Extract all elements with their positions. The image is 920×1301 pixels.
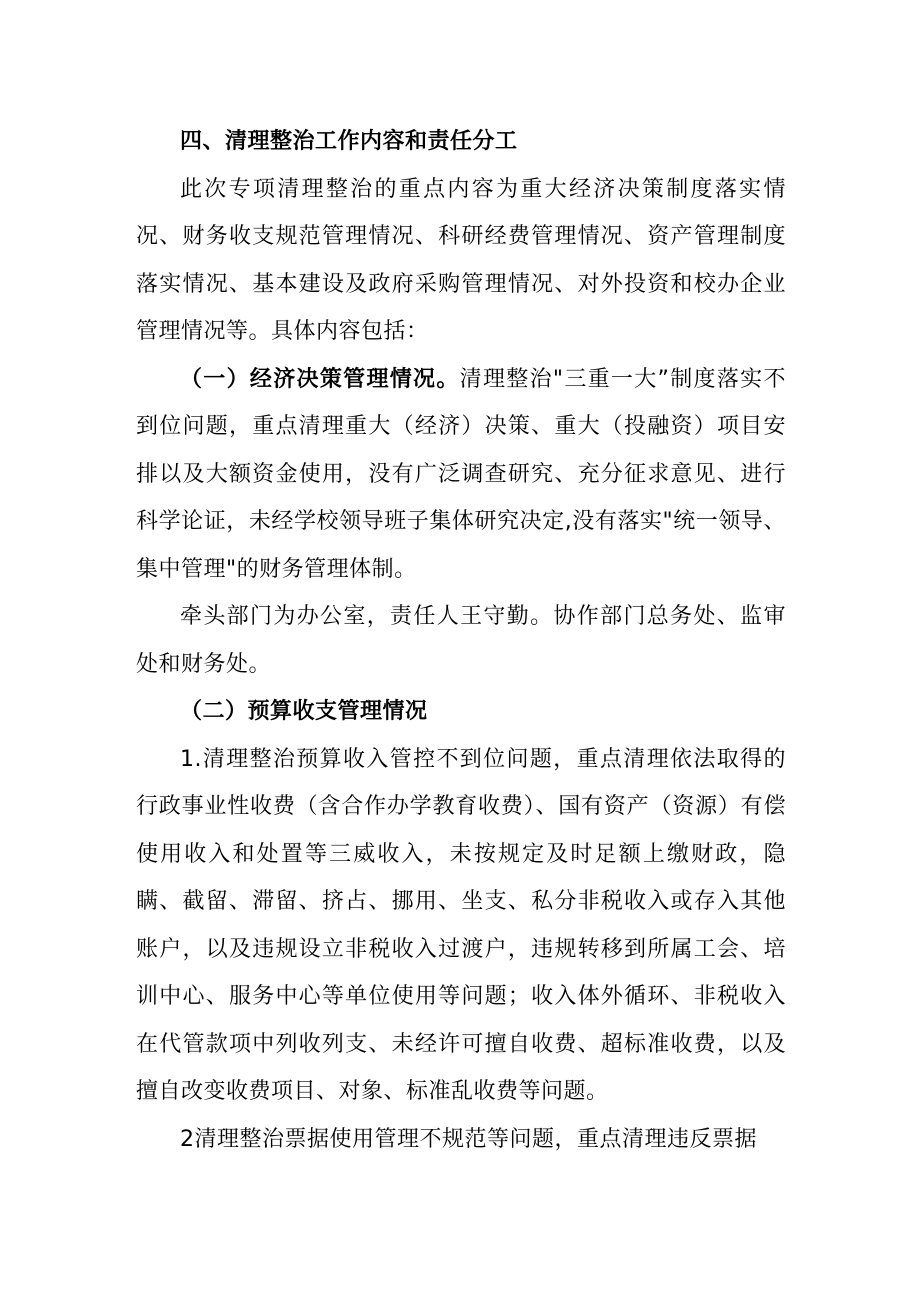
item1-paragraph bbox=[136, 356, 786, 594]
item2-title: （二）预算收支管理情况 bbox=[180, 699, 428, 724]
intro-paragraph: 此次专项清理整治的重点内容为重大经济决策制度落实情况、财务收支规范管理情况、科研经费管理情况、资产管理制度落实情况、基本建设及政府采购管理情况、对外投资和校办企业管理情况等。具体内容包括： bbox=[136, 176, 786, 344]
document-body bbox=[136, 118, 786, 1163]
section-heading: 四、清理整治工作内容和责任分工 bbox=[180, 129, 518, 154]
item2-point1: 1.清理整治预算收入管控不到位问题，重点清理依法取得的行政事业性收费（含合作办学教育收费）、国有资产（资源）有偿使用收入和处置等三威收入，未按规定及时足额上缴财政，隐瞒、截留、滞留、挤占、挪用、坐支、私分非税收入或存入其他账户，以及违规设立非税收入过渡户，违规转移到所属工会、培训中心、服务中心等单位使用等问题；收入体外循环、非税收入在代管款项中列收列支、未经许可擅自收费、超标准收费，以及擅自改变收费项目、对象、标准乱收费等问题。 bbox=[136, 746, 786, 1104]
item1-title: （一）经济决策管理情况。 bbox=[180, 366, 460, 392]
responsibility-paragraph: 牵头部门为办公室，责任人王守勤。协作部门总务处、监审处和财务处。 bbox=[136, 604, 786, 677]
item1-body: 清理整治"三重一大”制度落实不到位问题，重点清理重大（经济）决策、重大（投融资）项目安排以及大额资金使用，没有广泛调查研究、充分征求意见、进行科学论证，未经学校领导班子集体研究决定,没有落实"统一领导、集中管理"的财务管理体制。 bbox=[136, 366, 786, 582]
item2-point2: 2清理整治票据使用管理不规范等问题，重点清理违反票据 bbox=[180, 1126, 757, 1152]
